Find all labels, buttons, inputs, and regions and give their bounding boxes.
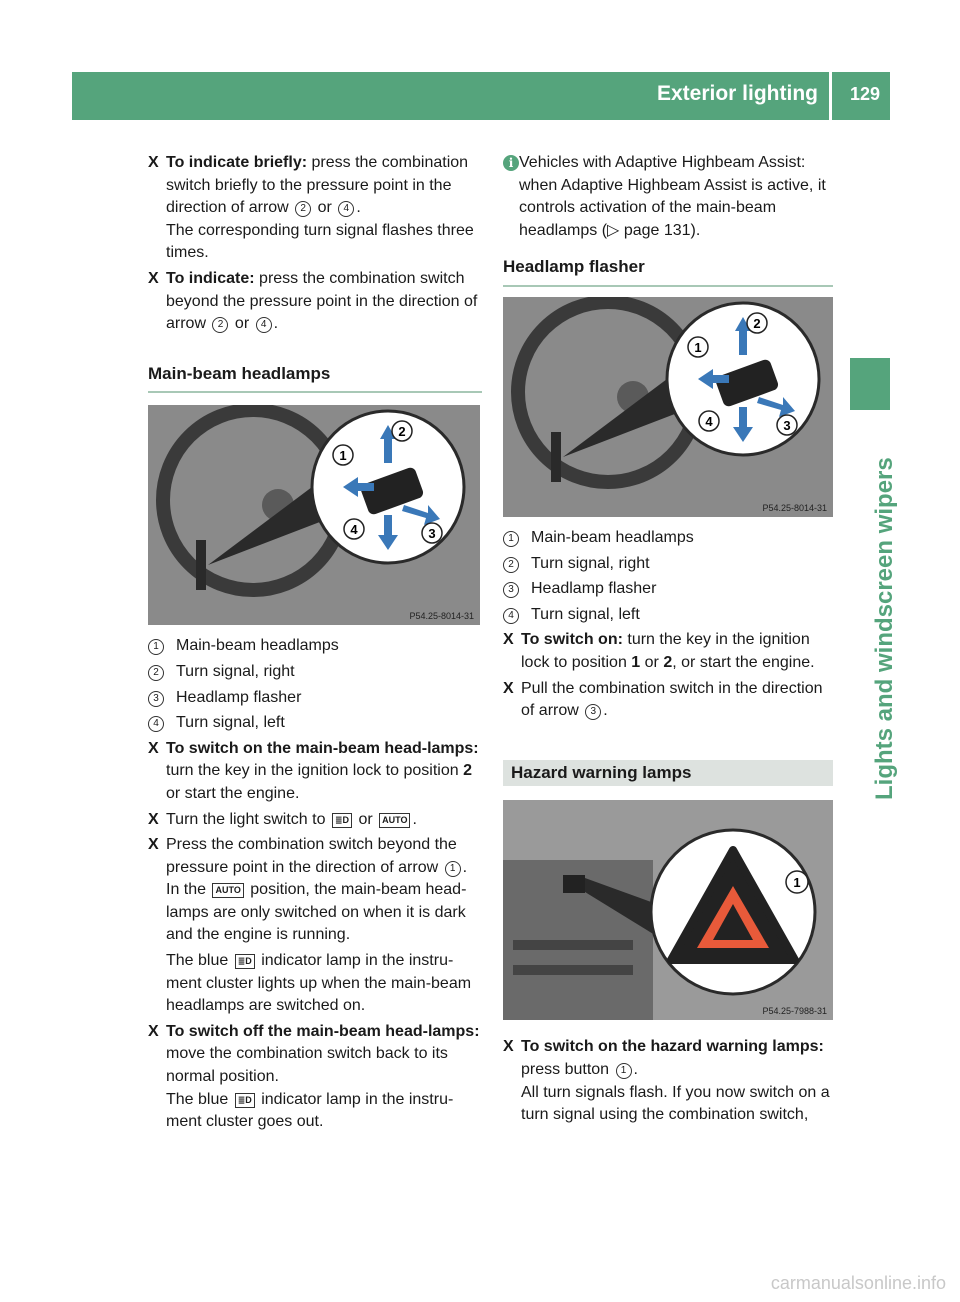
right-column	[503, 152, 833, 1130]
callout-3: 3	[428, 526, 436, 542]
watermark: carmanualsonline.info	[770, 1273, 946, 1293]
side-tab-marker	[850, 358, 890, 410]
callout-1: 1	[793, 875, 801, 891]
legend-left: 1 Main-beam headlamps 2 Turn signal, right 3 Headlamp flasher 4 Turn signal, left	[148, 635, 482, 734]
header-separator	[829, 72, 832, 120]
figure-code: P54.25-8014-31	[762, 502, 827, 513]
step-indicate: X To indicate: press the combination switch beyond the pressure point in the direction of arrow 2 or 4 .	[148, 269, 478, 333]
callout-4: 4	[350, 522, 358, 538]
legend-right: 1 Main-beam headlamps 2 Turn signal, right 3 Headlamp flasher 4 Turn signal, left	[503, 527, 833, 626]
auto-symbol: AUTO	[379, 813, 410, 828]
figure-code: P54.25-8014-31	[409, 611, 474, 622]
callout-3: 3	[783, 417, 791, 433]
step-press-switch: X Press the combination switch beyond the pressure point in the direction of arrow 1 . In the AUTO position, the main-beam head-lamps are only switched on when it is dark and the engine is running.	[148, 836, 468, 944]
section-title-main-beam: Main-beam headlamps	[148, 363, 482, 394]
page-number: 129	[849, 84, 880, 104]
callout-1: 1	[694, 339, 702, 355]
step-indicate-briefly: X To indicate briefly: press the combination switch briefly to the pressure point in the direction of arrow 2 or 4 . The corresponding turn signal flashes three times.	[148, 154, 474, 262]
main-beam-symbol: ≣D	[235, 954, 255, 969]
side-tab-label: Lights and windscreen wipers	[871, 457, 898, 800]
note-blue-indicator: The blue ≣D indicator lamp in the instru-ment cluster lights up when the main-beam headlamps are switched on.	[166, 952, 472, 1015]
figure-hazard-button	[503, 800, 833, 1020]
section-title-headlamp-flasher: Headlamp flasher	[503, 256, 833, 287]
main-beam-symbol: ≣D	[332, 813, 352, 828]
auto-symbol: AUTO	[212, 883, 243, 898]
figure-combination-switch	[148, 405, 480, 625]
page-header	[72, 72, 890, 120]
section-title-hazard: Hazard warning lamps	[503, 760, 833, 787]
step-switch-on: X To switch on: turn the key in the ignition lock to position 1 or 2, or start the engine.	[503, 631, 815, 671]
page-ref-arrow-icon: ▷	[607, 221, 620, 239]
info-note: i Vehicles with Adaptive Highbeam Assist: when Adaptive Highbeam Assist is active, it controls activation of the main-beam headlamps (▷ page 131).	[503, 152, 833, 242]
header-title: Exterior lighting	[656, 82, 818, 105]
callout-4: 4	[705, 413, 713, 429]
step-switch-off-main-beam: X To switch off the main-beam head-lamps: move the combination switch back to its normal position. The blue ≣D indicator lamp in the instru-ment cluster goes out.	[148, 1022, 480, 1131]
left-column	[148, 152, 482, 1137]
step-pull-switch: X Pull the combination switch in the direction of arrow 3 .	[503, 679, 823, 720]
figure-headlamp-flasher	[503, 297, 833, 517]
step-hazard-on: X To switch on the hazard warning lamps: press button 1 . All turn signals flash. If you now switch on a turn signal using the combination switch,	[503, 1038, 830, 1124]
figure-code: P54.25-7988-31	[762, 1006, 827, 1017]
info-icon: i	[503, 155, 519, 171]
step-light-switch: X Turn the light switch to ≣D or AUTO .	[148, 810, 417, 828]
callout-2: 2	[398, 424, 406, 440]
main-beam-symbol: ≣D	[235, 1093, 255, 1108]
callout-1: 1	[339, 448, 347, 464]
step-switch-on-main-beam: X To switch on the main-beam head-lamps: turn the key in the ignition lock to position 2 or start the engine.	[148, 739, 479, 802]
callout-2: 2	[753, 315, 761, 331]
